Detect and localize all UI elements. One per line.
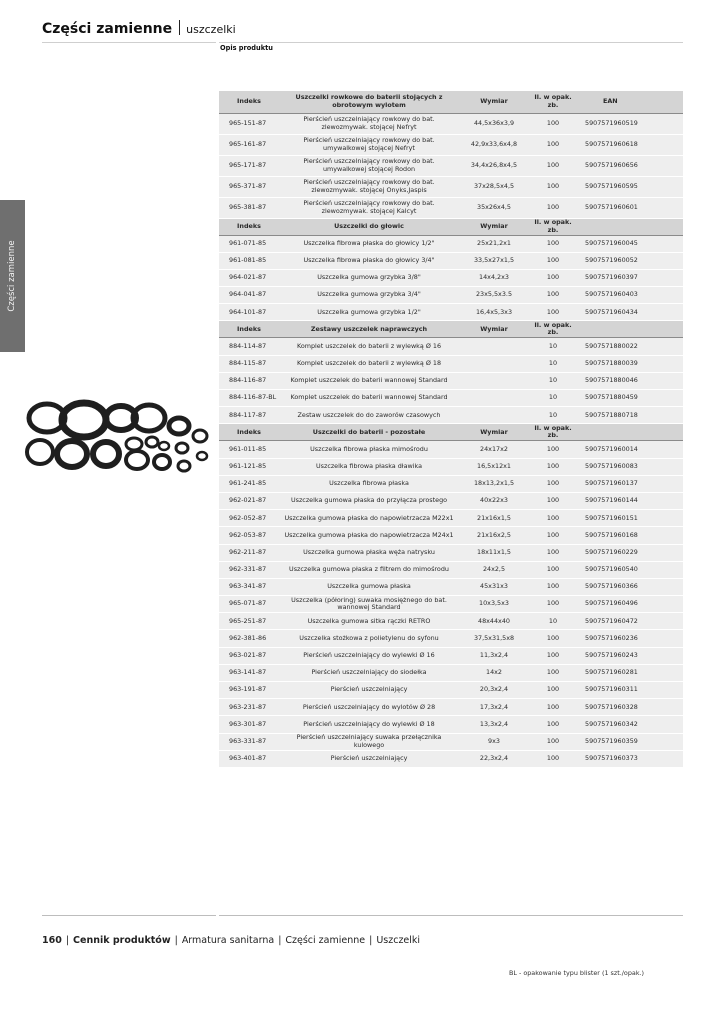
dimension-cell: [459, 355, 529, 372]
quantity-cell: 100: [529, 113, 577, 134]
dimension-cell: 20,3x2,4: [459, 682, 529, 699]
table-row: [219, 252, 683, 269]
quantity-cell: 100: [529, 750, 577, 767]
dimension-cell: 21x16x2,5: [459, 527, 529, 544]
quantity-cell: 100: [529, 458, 577, 475]
dimension-cell: 24x2,5: [459, 561, 529, 578]
quantity-cell: 100: [529, 544, 577, 561]
ean-cell: 5907571960403: [577, 287, 683, 304]
ean-cell: 5907571960601: [577, 197, 683, 218]
column-header: Indeks: [219, 321, 279, 338]
dimension-cell: 34,4x26,8x4,5: [459, 155, 529, 176]
quantity-cell: 100: [529, 699, 577, 716]
description-cell: Uszczelka fibrowa płaska: [279, 475, 459, 492]
quantity-cell: 100: [529, 647, 577, 664]
ean-cell: 5907571960618: [577, 134, 683, 155]
description-cell: Uszczelka gumowa grzybka 1/2": [279, 304, 459, 321]
column-header: Il. w opak. zb.: [529, 91, 577, 113]
description-cell: Pierścień uszczelniający rowkowy do bat. umywalkowej stojącej Nefryt: [279, 134, 459, 155]
footer-category: Armatura sanitarna: [181, 935, 275, 946]
table-row: [219, 355, 683, 372]
description-cell: Uszczelka gumowa płaska: [279, 578, 459, 595]
title-separator: [179, 20, 180, 35]
description-cell: Uszczelka (półoring) suwaka mosiężnego do bat. wannowej Standard: [279, 596, 459, 613]
table-row: [219, 235, 683, 252]
index-cell: 964-101-87: [219, 304, 279, 321]
description-cell: Pierścień uszczelniający do wylewki Ø 16: [279, 647, 459, 664]
index-cell: 965-381-87: [219, 197, 279, 218]
ean-cell: 5907571880022: [577, 338, 683, 355]
index-cell: 884-116-87: [219, 372, 279, 389]
quantity-cell: 10: [529, 613, 577, 630]
description-cell: Uszczelka gumowa płaska do napowietrzacza M24x1: [279, 527, 459, 544]
ean-cell: 5907571960519: [577, 113, 683, 134]
index-cell: 961-121-85: [219, 458, 279, 475]
index-cell: 962-053-87: [219, 527, 279, 544]
dimension-cell: 37x28,5x4,5: [459, 176, 529, 197]
ean-cell: 5907571960496: [577, 596, 683, 613]
dimension-cell: 17,3x2,4: [459, 699, 529, 716]
dimension-cell: 23x5,5x3.5: [459, 287, 529, 304]
quantity-cell: 100: [529, 561, 577, 578]
index-cell: 884-115-87: [219, 355, 279, 372]
description-cell: Pierścień uszczelniający rowkowy do bat. zlewozmywak. stojącej Kalcyt: [279, 197, 459, 218]
column-header: Wymiar: [459, 424, 529, 441]
index-cell: 963-191-87: [219, 682, 279, 699]
ean-cell: 5907571960151: [577, 510, 683, 527]
ean-cell: 5907571960342: [577, 716, 683, 733]
section-header-row: [219, 424, 683, 441]
column-header: Il. w opak. zb.: [529, 218, 577, 235]
table-row: [219, 269, 683, 286]
ean-cell: 5907571960144: [577, 492, 683, 509]
column-header: Indeks: [219, 91, 279, 113]
index-cell: 963-331-87: [219, 733, 279, 750]
index-cell: 961-071-85: [219, 235, 279, 252]
dimension-cell: 14x2: [459, 664, 529, 681]
table-row: [219, 630, 683, 647]
ean-cell: 5907571960243: [577, 647, 683, 664]
column-header: Il. w opak. zb.: [529, 321, 577, 338]
header-divider-left: [42, 42, 216, 43]
ean-cell: 5907571960236: [577, 630, 683, 647]
column-header: Zestawy uszczelek naprawczych: [279, 321, 459, 338]
table-row: [219, 544, 683, 561]
index-cell: 962-211-87: [219, 544, 279, 561]
side-tab-label: Części zamienne: [7, 240, 17, 312]
description-cell: Uszczelka gumowa sitka rączki RETRO: [279, 613, 459, 630]
description-cell: Uszczelka fibrowa płaska mimośrodu: [279, 441, 459, 458]
dimension-cell: 18x11x1,5: [459, 544, 529, 561]
ean-cell: 5907571960014: [577, 441, 683, 458]
index-cell: 965-171-87: [219, 155, 279, 176]
footer-catalog: Cennik produktów: [73, 935, 171, 946]
dimension-cell: 35x26x4,5: [459, 197, 529, 218]
ean-cell: 5907571960366: [577, 578, 683, 595]
index-cell: 962-052-87: [219, 510, 279, 527]
description-cell: Uszczelka gumowa płaska do napowietrzacza M22x1: [279, 510, 459, 527]
table-row: [219, 492, 683, 509]
index-cell: 961-081-85: [219, 252, 279, 269]
ean-cell: 5907571960540: [577, 561, 683, 578]
ean-cell: 5907571960229: [577, 544, 683, 561]
dimension-cell: [459, 407, 529, 424]
dimension-cell: 44,5x36x3,9: [459, 113, 529, 134]
table-row: [219, 407, 683, 424]
dimension-cell: 37,5x31,5x8: [459, 630, 529, 647]
footer-subsection: Uszczelki: [376, 935, 421, 946]
quantity-cell: 100: [529, 287, 577, 304]
column-header: Indeks: [219, 424, 279, 441]
footnote: BL - opakowanie typu blister (1 szt./opak.): [509, 969, 645, 977]
index-cell: 962-331-87: [219, 561, 279, 578]
ean-cell: 5907571880459: [577, 390, 683, 407]
quantity-cell: 10: [529, 355, 577, 372]
page-number: 160: [42, 935, 62, 946]
index-cell: 963-021-87: [219, 647, 279, 664]
dimension-cell: [459, 338, 529, 355]
seal-rings-image: [24, 396, 212, 476]
column-header: Il. w opak. zb.: [529, 424, 577, 441]
table-row: [219, 134, 683, 155]
description-cell: Uszczelka gumowa grzybka 3/4": [279, 287, 459, 304]
description-cell: Uszczelka gumowa grzybka 3/8": [279, 269, 459, 286]
page-header: [42, 18, 236, 37]
index-cell: 963-301-87: [219, 716, 279, 733]
quantity-cell: 100: [529, 578, 577, 595]
description-cell: Uszczelka fibrowa płaska do głowicy 1/2": [279, 235, 459, 252]
description-cell: Pierścień uszczelniający rowkowy do bat. zlewozmywak. stojącej Nefryt: [279, 113, 459, 134]
ean-cell: 5907571960083: [577, 458, 683, 475]
dimension-cell: 22,3x2,4: [459, 750, 529, 767]
quantity-cell: 100: [529, 304, 577, 321]
quantity-cell: 100: [529, 235, 577, 252]
table-row: [219, 527, 683, 544]
dimension-cell: 48x44x40: [459, 613, 529, 630]
table-row: [219, 197, 683, 218]
dimension-cell: 25x21,2x1: [459, 235, 529, 252]
quantity-cell: 10: [529, 390, 577, 407]
description-cell: Pierścień uszczelniający do wylotów Ø 28: [279, 699, 459, 716]
table-row: [219, 578, 683, 595]
ean-cell: 5907571960373: [577, 750, 683, 767]
column-header: [577, 218, 683, 235]
ean-cell: 5907571960137: [577, 475, 683, 492]
header-divider-right: [219, 42, 683, 43]
column-header: Wymiar: [459, 321, 529, 338]
description-cell: Uszczelka stożkowa z polietylenu do syfonu: [279, 630, 459, 647]
description-cell: Pierścień uszczelniający: [279, 750, 459, 767]
table-row: [219, 372, 683, 389]
ean-cell: 5907571960168: [577, 527, 683, 544]
table-row: [219, 441, 683, 458]
side-section-tab: [0, 200, 25, 352]
description-cell: Uszczelka fibrowa płaska do głowicy 3/4": [279, 252, 459, 269]
dimension-cell: 16,4x5,3x3: [459, 304, 529, 321]
index-cell: 884-117-87: [219, 407, 279, 424]
quantity-cell: 100: [529, 630, 577, 647]
ean-cell: 5907571960281: [577, 664, 683, 681]
index-cell: 963-141-87: [219, 664, 279, 681]
column-header: [577, 321, 683, 338]
table-row: [219, 287, 683, 304]
column-header: Indeks: [219, 218, 279, 235]
section-header-row: [219, 321, 683, 338]
index-cell: 961-011-85: [219, 441, 279, 458]
quantity-cell: 100: [529, 682, 577, 699]
index-cell: 961-241-85: [219, 475, 279, 492]
dimension-cell: 21x16x1,5: [459, 510, 529, 527]
quantity-cell: 100: [529, 510, 577, 527]
index-cell: 963-231-87: [219, 699, 279, 716]
column-header: EAN: [577, 91, 683, 113]
dimension-cell: 11,3x2,4: [459, 647, 529, 664]
ean-cell: 5907571880718: [577, 407, 683, 424]
dimension-cell: 45x31x3: [459, 578, 529, 595]
column-header: Uszczelki do głowic: [279, 218, 459, 235]
dimension-cell: 24x17x2: [459, 441, 529, 458]
ean-cell: 5907571880046: [577, 372, 683, 389]
index-cell: 965-161-87: [219, 134, 279, 155]
table-row: [219, 390, 683, 407]
page-title: Części zamienne: [42, 21, 173, 37]
table-row: [219, 699, 683, 716]
column-header: Uszczelki do baterii - pozostałe: [279, 424, 459, 441]
table-row: [219, 113, 683, 134]
table-row: [219, 458, 683, 475]
ean-cell: 5907571960595: [577, 176, 683, 197]
description-cell: Pierścień uszczelniający do siodełka: [279, 664, 459, 681]
description-cell: Komplet uszczelek do baterii wannowej Standard: [279, 390, 459, 407]
quantity-cell: 100: [529, 176, 577, 197]
description-cell: Uszczelka fibrowa płaska dławika: [279, 458, 459, 475]
index-cell: 962-021-87: [219, 492, 279, 509]
description-cell: Pierścień uszczelniający do wylewki Ø 18: [279, 716, 459, 733]
ean-cell: 5907571960311: [577, 682, 683, 699]
description-cell: Pierścień uszczelniający rowkowy do bat. zlewozmywak. stojącej Onyks,Jaspis: [279, 176, 459, 197]
quantity-cell: 100: [529, 716, 577, 733]
dimension-cell: 33,5x27x1,5: [459, 252, 529, 269]
description-cell: Pierścień uszczelniający rowkowy do bat. umywalkowej stojącej Rodon: [279, 155, 459, 176]
table-row: [219, 155, 683, 176]
index-cell: 964-021-87: [219, 269, 279, 286]
quantity-cell: 100: [529, 134, 577, 155]
quantity-cell: 100: [529, 475, 577, 492]
column-header: Wymiar: [459, 218, 529, 235]
description-cell: Komplet uszczelek do baterii z wylewką Ø 18: [279, 355, 459, 372]
table-row: [219, 596, 683, 613]
quantity-cell: 100: [529, 733, 577, 750]
dimension-cell: 40x22x3: [459, 492, 529, 509]
dimension-cell: 42,9x33,6x4,8: [459, 134, 529, 155]
table-row: [219, 176, 683, 197]
ean-cell: 5907571960328: [577, 699, 683, 716]
description-cell: Komplet uszczelek do baterii wannowej Standard: [279, 372, 459, 389]
column-header: [577, 424, 683, 441]
product-table: [219, 91, 683, 768]
index-cell: 962-381-86: [219, 630, 279, 647]
quantity-cell: 100: [529, 269, 577, 286]
ean-cell: 5907571960656: [577, 155, 683, 176]
index-cell: 963-341-87: [219, 578, 279, 595]
section-header-row: [219, 91, 683, 113]
table-row: [219, 561, 683, 578]
description-cell: Komplet uszczelek do baterii z wylewką Ø 16: [279, 338, 459, 355]
table-row: [219, 733, 683, 750]
description-cell: Zestaw uszczelek do do zaworów czasowych: [279, 407, 459, 424]
index-cell: 965-071-87: [219, 596, 279, 613]
table-row: [219, 338, 683, 355]
quantity-cell: 100: [529, 252, 577, 269]
ean-cell: 5907571960359: [577, 733, 683, 750]
index-cell: 965-251-87: [219, 613, 279, 630]
ean-cell: 5907571960052: [577, 252, 683, 269]
quantity-cell: 100: [529, 155, 577, 176]
column-header: Uszczelki rowkowe do baterii stojących z obrotowym wylotem: [279, 91, 459, 113]
index-cell: 884-114-87: [219, 338, 279, 355]
description-cell: Uszczelka gumowa płaska węża natrysku: [279, 544, 459, 561]
ean-cell: 5907571960397: [577, 269, 683, 286]
footer-divider-left: [42, 915, 216, 916]
quantity-cell: 100: [529, 527, 577, 544]
ean-cell: 5907571960472: [577, 613, 683, 630]
footer-divider-right: [219, 915, 683, 916]
dimension-cell: 16,5x12x1: [459, 458, 529, 475]
table-row: [219, 664, 683, 681]
table-row: [219, 613, 683, 630]
dimension-cell: 10x3,5x3: [459, 596, 529, 613]
index-cell: 963-401-87: [219, 750, 279, 767]
column-header: Wymiar: [459, 91, 529, 113]
index-cell: 965-371-87: [219, 176, 279, 197]
index-cell: 964-041-87: [219, 287, 279, 304]
description-cell: Pierścień uszczelniający: [279, 682, 459, 699]
table-row: [219, 647, 683, 664]
table-row: [219, 510, 683, 527]
quantity-cell: 100: [529, 664, 577, 681]
footer-section: Części zamienne: [285, 935, 366, 946]
index-cell: 965-151-87: [219, 113, 279, 134]
table-row: [219, 475, 683, 492]
dimension-cell: 13,3x2,4: [459, 716, 529, 733]
page-footer: 160 | Cennik produktów | Armatura sanitarna | Części zamienne | Uszczelki: [42, 935, 421, 946]
section-header-row: [219, 218, 683, 235]
product-description-label: Opis produktu: [220, 44, 273, 52]
table-row: [219, 716, 683, 733]
quantity-cell: 100: [529, 197, 577, 218]
ean-cell: 5907571880039: [577, 355, 683, 372]
index-cell: 884-116-87-BL: [219, 390, 279, 407]
quantity-cell: 100: [529, 596, 577, 613]
table-row: [219, 304, 683, 321]
description-cell: Pierścień uszczelniający suwaka przełącznika kulowego: [279, 733, 459, 750]
quantity-cell: 10: [529, 407, 577, 424]
table-row: [219, 750, 683, 767]
dimension-cell: 9x3: [459, 733, 529, 750]
quantity-cell: 100: [529, 441, 577, 458]
table-row: [219, 682, 683, 699]
dimension-cell: 18x13,2x1,5: [459, 475, 529, 492]
ean-cell: 5907571960045: [577, 235, 683, 252]
ean-cell: 5907571960434: [577, 304, 683, 321]
page-subtitle: uszczelki: [186, 23, 236, 36]
dimension-cell: 14x4,2x3: [459, 269, 529, 286]
description-cell: Uszczelka gumowa płaska do przyłącza prostego: [279, 492, 459, 509]
description-cell: Uszczelka gumowa płaska z filtrem do mimośrodu: [279, 561, 459, 578]
dimension-cell: [459, 390, 529, 407]
quantity-cell: 10: [529, 372, 577, 389]
quantity-cell: 10: [529, 338, 577, 355]
quantity-cell: 100: [529, 492, 577, 509]
dimension-cell: [459, 372, 529, 389]
